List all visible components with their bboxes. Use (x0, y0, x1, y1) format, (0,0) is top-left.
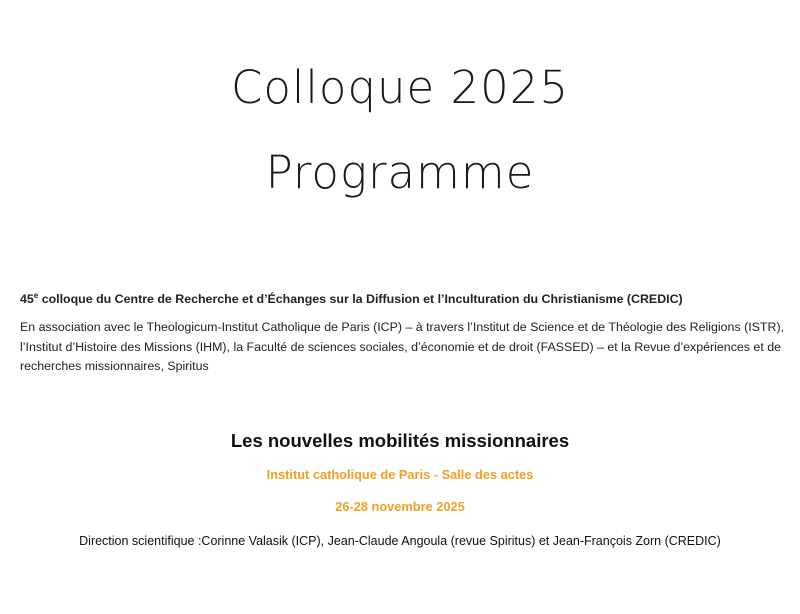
association-paragraph: En association avec le Theologicum-Institut Catholique de Paris (ICP) – à travers l’Institut de Science et de Théologie des Religions (ISTR), l’Institut d’Histoire des Missions (IHM), la Faculté de sciences sociales, d’économie et de droit (FASSED) – et la Revue d’expériences et de recherches missionnaires, Spiritus (20, 320, 785, 373)
colloque-heading-text: colloque du Centre de Recherche et d’Échanges sur la Diffusion et l’Inculturation du Christianisme (CREDIC) (38, 292, 683, 306)
scientific-direction: Direction scientifique :Corinne Valasik (ICP), Jean-Claude Angoula (revue Spiritus) et Jean-François Zorn (CREDIC) (79, 534, 721, 548)
hero-title-line-2: Programme (265, 146, 535, 199)
colloque-heading (20, 290, 790, 310)
colloque-number: 45 (20, 292, 34, 306)
hero-title-line-1: Colloque 2025 (230, 61, 570, 114)
event-dates: 26-28 novembre 2025 (335, 499, 465, 514)
event-title: Les nouvelles mobilités missionnaires (230, 430, 570, 451)
ordinal-suffix: e (33, 290, 39, 300)
event-venue: Institut catholique de Paris - Salle des actes (266, 467, 534, 482)
